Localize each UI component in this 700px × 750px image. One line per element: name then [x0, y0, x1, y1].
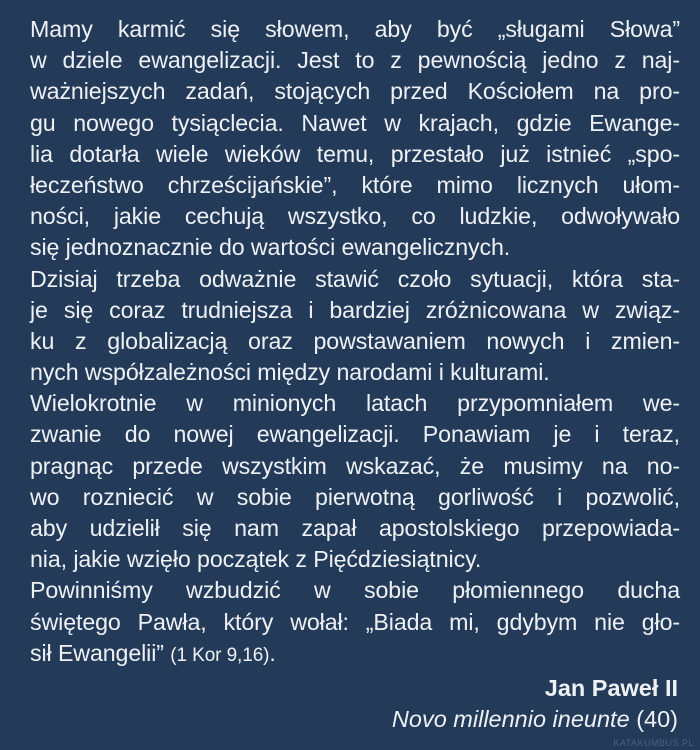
text-line: nych współzależności między narodami i kulturami. [30, 359, 550, 386]
text-line: świętego Pawła, który wołał: „Biada mi, gdybym nie gło- [30, 608, 680, 635]
text-line: Powinniśmy wzbudzić w sobie płomiennego ducha [30, 577, 680, 604]
text-line: lia dotarła wiele wieków temu, przestało już istnieć „spo- [30, 140, 680, 167]
text-line: Mamy karmić się słowem, aby być „sługami Słowa” [30, 16, 680, 42]
text-line: je się coraz trudniejsza i bardziej zróżnicowana w związ- [30, 296, 680, 323]
text-line: ku z globalizacją oraz powstawaniem nowych i zmien- [30, 327, 680, 354]
quote-text [30, 14, 680, 669]
final-line-text: sił Ewangelii” [30, 639, 164, 666]
final-punctuation: . [269, 639, 276, 666]
text-line-final [30, 638, 680, 669]
source-section: (40) [636, 706, 678, 732]
text-line: w dziele ewangelizacji. Jest to z pewnością jedno z naj- [30, 47, 680, 74]
text-line: gu nowego tysiąclecia. Nawet w krajach, gdzie Ewange- [30, 109, 680, 136]
text-line: aby udzielił się nam zapał apostolskiego przepowiada- [30, 515, 680, 541]
text-line: się jednoznacznie do wartości ewangelicznych. [30, 234, 511, 261]
text-line: Wielokrotnie w minionych latach przypomniałem we- [30, 390, 680, 417]
text-line: zwanie do nowej ewangelizacji. Ponawiam je i teraz, [30, 421, 680, 448]
text-line: Dzisiaj trzeba odważnie stawić czoło sytuacji, która sta- [30, 265, 680, 292]
text-line: pragnąc przede wszystkim wskazać, że musimy na no- [30, 452, 680, 479]
text-line: ności, jakie cechują wszystko, co ludzkie, odwoływało [30, 203, 680, 230]
text-line: łeczeństwo chrześcijańskie”, które mimo licznych ułom- [30, 171, 680, 198]
author-name: Jan Paweł II [544, 675, 678, 701]
text-line: wo rozniecić w sobie pierwotną gorliwość i pozwolić, [30, 483, 680, 510]
source-title: Novo millennio ineunte [391, 706, 630, 732]
bible-citation: (1 Kor 9,16) [170, 644, 270, 666]
source-reference [392, 704, 678, 734]
watermark: KATAKUMBUS.PL [613, 738, 694, 748]
text-line: nia, jakie wzięło początek z Pięćdziesiątnicy. [30, 546, 482, 573]
text-line: ważniejszych zadań, stojących przed Kościołem na pro- [30, 78, 680, 105]
